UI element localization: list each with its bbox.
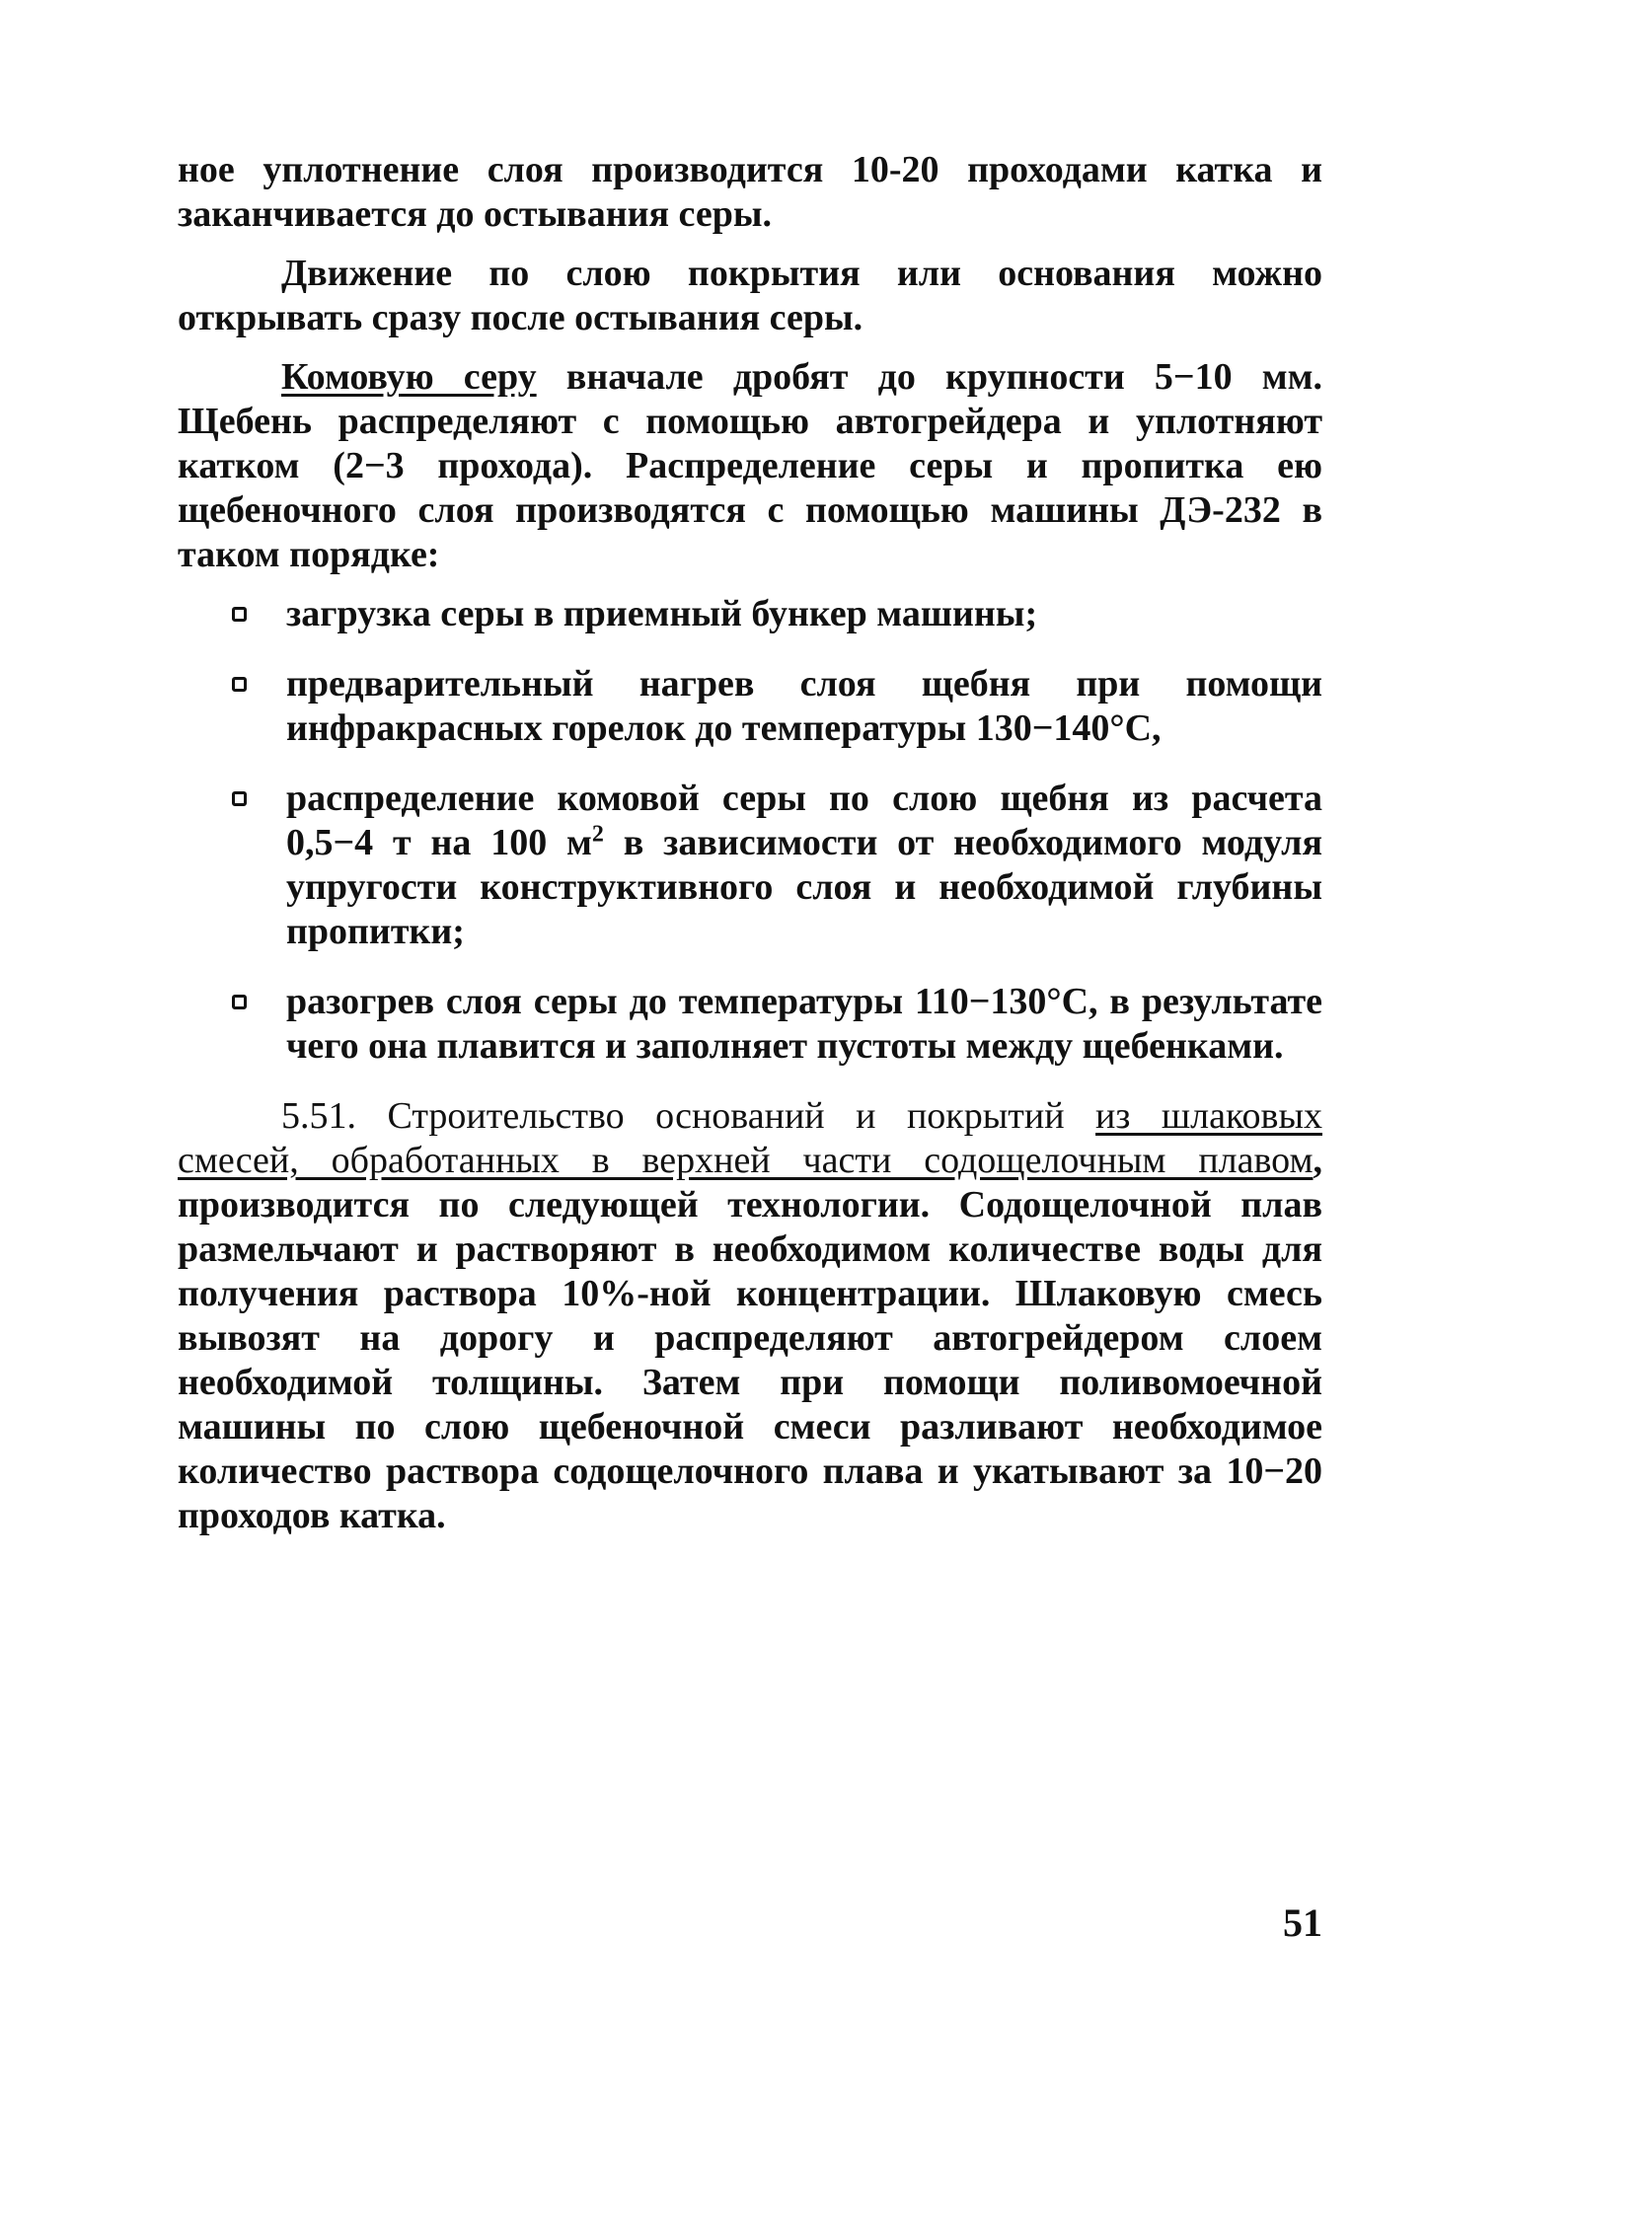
section-text: , производится по следующей технологии. Содощелочной плав размельчают и растворяют в необходимом количестве воды для получения раствора 10%-ной концентрации. Шлаковую смесь вывозят на дорогу и распределяют автогрейдером слоем необходимой толщины. Затем при помощи поливомоечной машины по слою щебеночной смеси разливают необходимое количество раствора содощелочного плава и укатывают за 10−20 проходов катка. bbox=[178, 1140, 1322, 1536]
superscript: 2 bbox=[591, 821, 604, 848]
list-item-text: разогрев слоя серы до температуры 110−130°С, в результате чего она плавится и заполняет пустоты между щебенками. bbox=[286, 981, 1322, 1067]
list-item-text-continued: в зависимости от необходимого модуля упругости конструктивного слоя и необходимой глубины пропитки; bbox=[286, 822, 1322, 952]
checkbox-bullet-icon bbox=[232, 791, 247, 806]
underlined-topic: из шлаковых смесей, обработанных в верхней части содощелочным плавом bbox=[178, 1095, 1322, 1181]
paragraph-sulfur-compaction bbox=[178, 148, 1322, 237]
list-item bbox=[178, 777, 1322, 954]
list-item-text: предварительный нагрев слоя щебня при помощи инфракрасных горелок до температуры 130−140°С, bbox=[286, 663, 1322, 749]
paragraph-lump-sulfur bbox=[178, 355, 1322, 577]
list-item bbox=[178, 662, 1322, 751]
list-item bbox=[178, 592, 1322, 636]
list-item bbox=[178, 980, 1322, 1069]
section-5-51 bbox=[178, 1094, 1322, 1538]
paragraph-text: вначале дробят до крупности 5−10 мм. Щебень распределяют с помощью автогрейдера и уплотняют катком (2−3 прохода). Распределение серы и пропитка ею щебеночного слоя производятся с помощью машины ДЭ-232 в таком порядке: bbox=[178, 356, 1322, 575]
section-number: 5.51. bbox=[281, 1095, 356, 1137]
checkbox-bullet-icon bbox=[232, 677, 247, 692]
list-item-text: распределение комовой серы по слою щебня из расчета 0,5−4 т на 100 м bbox=[286, 778, 1322, 863]
paragraph-text: ное уплотнение слоя производится 10-20 проходами катка и заканчивается до остывания серы. bbox=[178, 149, 1322, 235]
procedure-list bbox=[178, 592, 1322, 1069]
page-text bbox=[178, 148, 1322, 1553]
checkbox-bullet-icon bbox=[232, 607, 247, 622]
checkbox-bullet-icon bbox=[232, 995, 247, 1009]
underlined-term: Комовую серу bbox=[281, 356, 537, 398]
paragraph-traffic-opening bbox=[178, 252, 1322, 340]
section-intro: Строительство оснований и покрытий bbox=[356, 1095, 1096, 1137]
paragraph-text: Движение по слою покрытия или основания можно открывать сразу после остывания серы. bbox=[178, 253, 1322, 338]
page-number: 51 bbox=[1283, 1900, 1322, 1945]
list-item-text: загрузка серы в приемный бункер машины; bbox=[286, 593, 1038, 634]
